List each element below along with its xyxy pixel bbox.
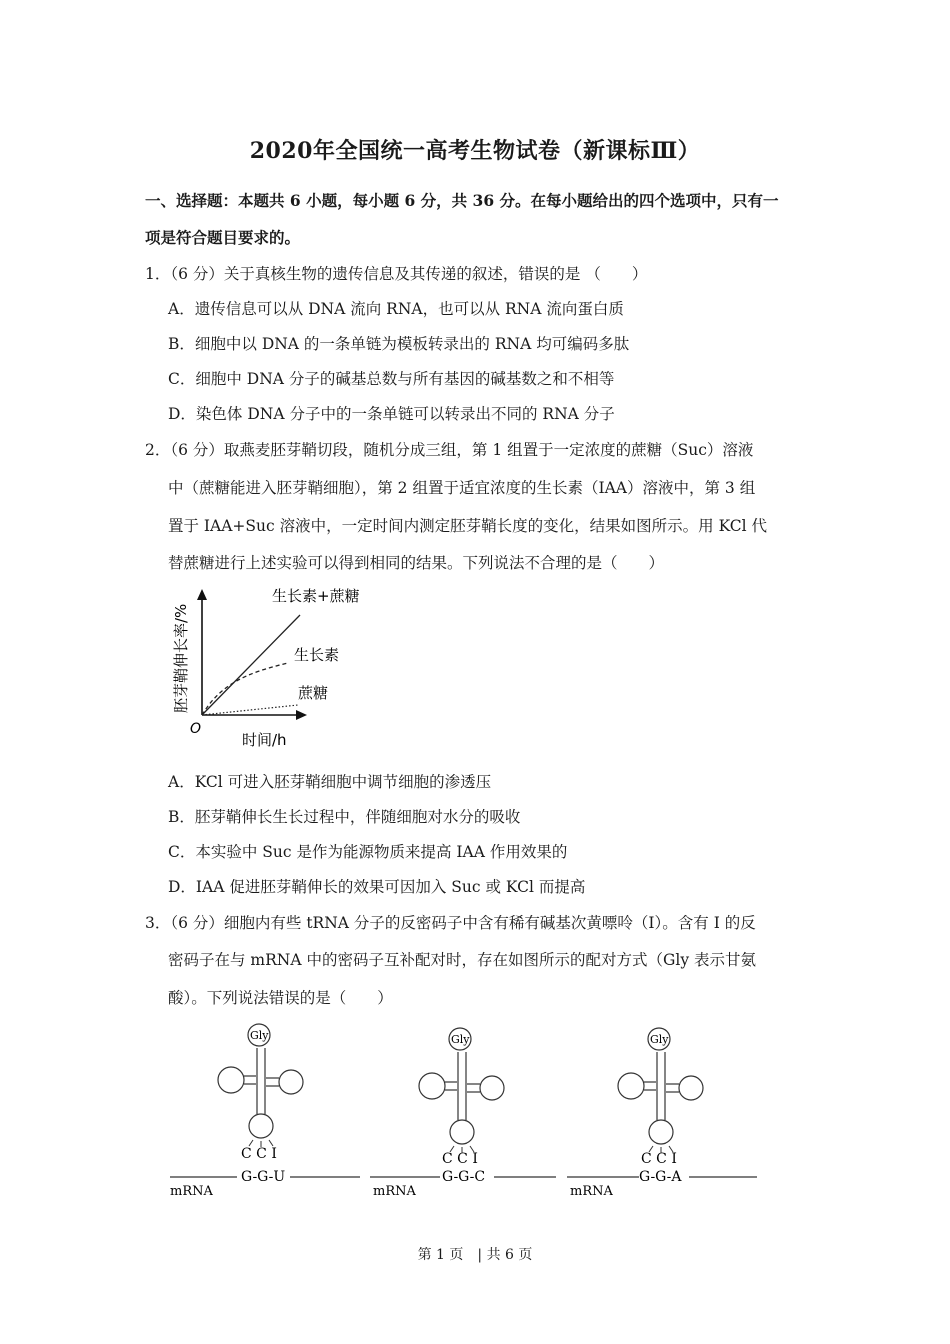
q2-stem-line2: 中（蔗糖能进入胚芽鞘细胞），第 2 组置于适宜浓度的生长素（IAA）溶液中，第 3 组 [168, 479, 756, 497]
gly-label: Gly [250, 1029, 269, 1042]
q2-stem-line4: 替蔗糖进行上述实验可以得到相同的结果。下列说法不合理的是（ ） [168, 554, 665, 572]
codon-label: G-G-U [241, 1169, 286, 1185]
q1-option-a: A．遗传信息可以从 DNA 流向 RNA，也可以从 RNA 流向蛋白质 [168, 300, 624, 318]
chart-x-label: 时间/h [242, 731, 287, 749]
page-title: 2020年全国统一高考生物试卷（新课标Ⅲ） [249, 138, 701, 164]
section-heading-line2: 项是符合题目要求的。 [145, 228, 301, 247]
q2-stem-line1: 2．（6 分）取燕麦胚芽鞘切段，随机分成三组，第 1 组置于一定浓度的蔗糖（Suc）溶液 [145, 441, 754, 459]
q3-stem-line1: 3．（6 分）细胞内有些 tRNA 分子的反密码子中含有稀有碱基次黄嘌呤（I）。含有 I 的反 [145, 914, 756, 932]
series-label-suc: 蔗糖 [298, 684, 329, 702]
gly-label: Gly [650, 1033, 669, 1046]
q3-trna-figure [165, 1018, 765, 1208]
chart-x-axis-arrow [296, 710, 307, 720]
codon-label: G-G-C [442, 1169, 486, 1185]
q2-option-a: A．KCl 可进入胚芽鞘细胞中调节细胞的渗透压 [168, 773, 492, 791]
q2-option-b: B．胚芽鞘伸长生长过程中，伴随细胞对水分的吸收 [168, 808, 521, 826]
mrna-label: mRNA [373, 1184, 416, 1199]
trna-panel-3 [567, 1028, 757, 1199]
codon-label: G-G-A [639, 1169, 682, 1185]
q2-chart [160, 585, 380, 755]
series-line-iaa-suc [202, 615, 300, 715]
q2-option-d: D．IAA 促进胚芽鞘伸长的效果可因加入 Suc 或 KCl 而提高 [168, 878, 586, 896]
q3-stem-line3: 酸）。下列说法错误的是（ ） [168, 989, 393, 1007]
q1-option-c: C．细胞中 DNA 分子的碱基总数与所有基因的碱基数之和不相等 [168, 370, 615, 388]
q2-option-c: C．本实验中 Suc 是作为能源物质来提高 IAA 作用效果的 [168, 843, 568, 861]
mrna-label: mRNA [170, 1184, 213, 1199]
chart-y-label: 胚芽鞘伸长率/% [172, 603, 190, 713]
chart-y-axis-arrow [197, 589, 207, 600]
series-label-iaa: 生长素 [294, 646, 340, 664]
series-line-suc [202, 705, 298, 715]
mrna-label: mRNA [570, 1184, 613, 1199]
q1-option-d: D．染色体 DNA 分子中的一条单链可以转录出不同的 RNA 分子 [168, 405, 615, 423]
anticodon-label: C C I [442, 1151, 478, 1167]
trna-panel-1 [170, 1024, 360, 1199]
series-label-iaa-suc: 生长素+蔗糖 [272, 587, 360, 605]
section-heading-line1: 一、选择题：本题共 6 小题，每小题 6 分，共 36 分。在每小题给出的四个选项中，只有一 [145, 191, 779, 210]
gly-label: Gly [451, 1033, 470, 1046]
anticodon-label: C C I [641, 1151, 677, 1167]
trna-panel-2 [370, 1028, 556, 1199]
chart-origin-label: O [190, 721, 202, 737]
q2-stem-line3: 置于 IAA+Suc 溶液中，一定时间内测定胚芽鞘长度的变化，结果如图所示。用 KCl 代 [168, 517, 767, 535]
q1-option-b: B．细胞中以 DNA 的一条单链为模板转录出的 RNA 均可编码多肽 [168, 335, 630, 353]
q1-stem: 1．（6 分）关于真核生物的遗传信息及其传递的叙述，错误的是 （ ） [145, 265, 648, 283]
q3-stem-line2: 密码子在与 mRNA 中的密码子互补配对时，存在如图所示的配对方式（Gly 表示甘氨 [168, 951, 757, 969]
anticodon-label: C C I [241, 1146, 277, 1162]
page-footer: 第 1 页 | 共 6 页 [417, 1247, 533, 1263]
